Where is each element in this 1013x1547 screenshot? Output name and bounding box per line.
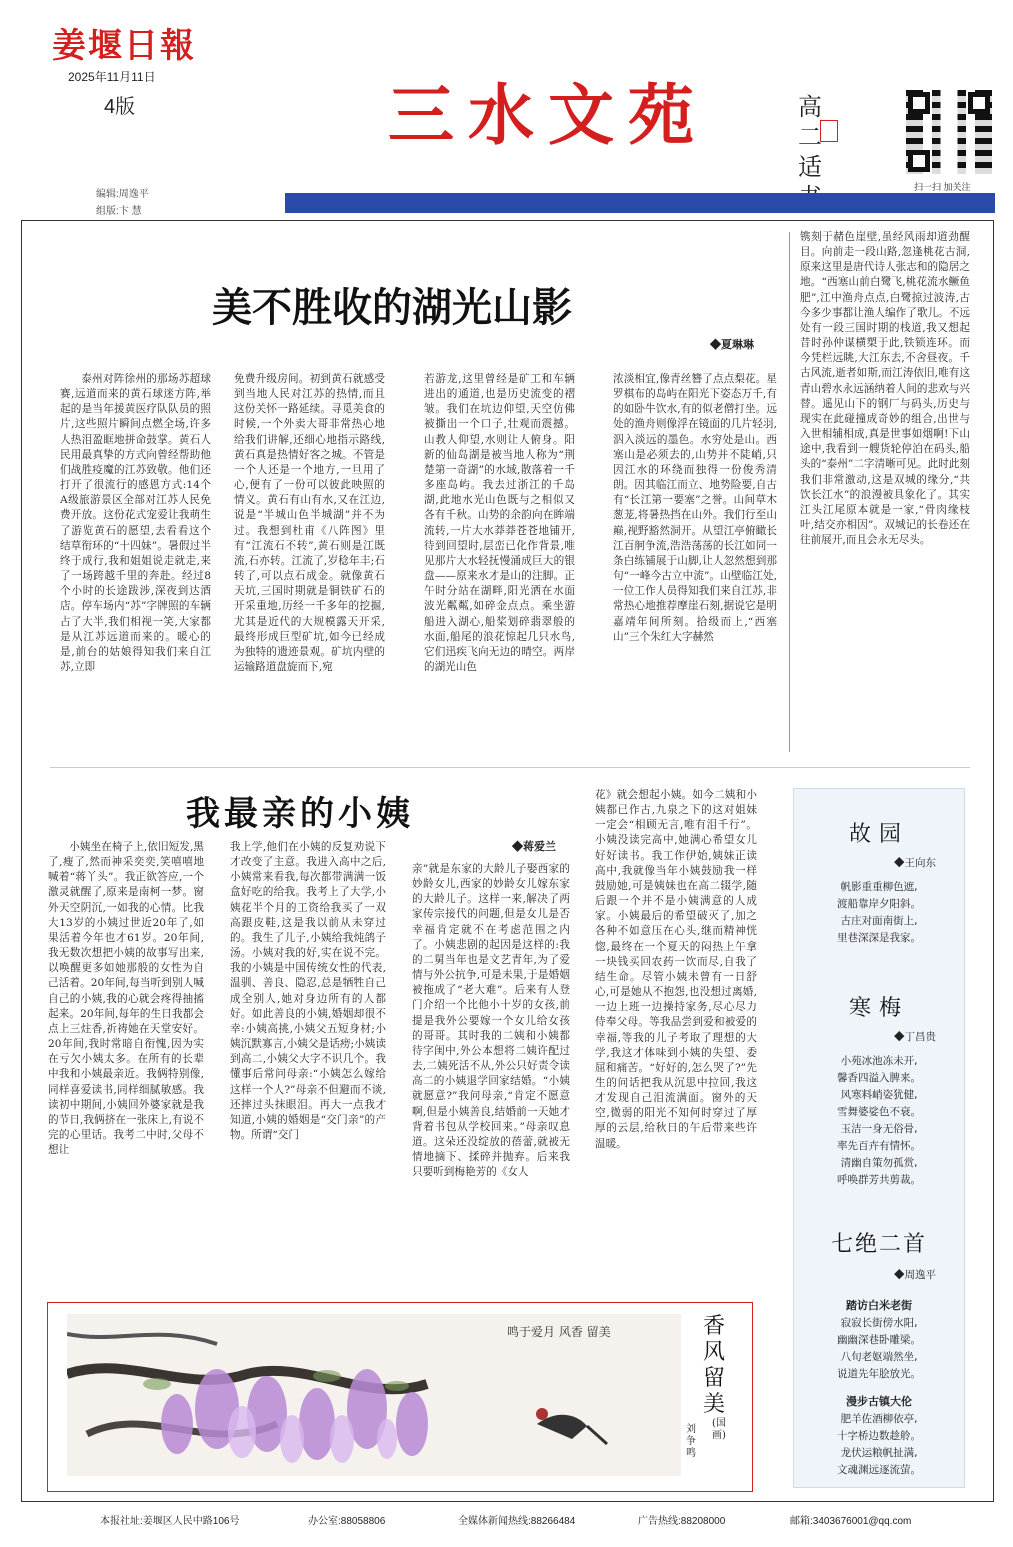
section-title: 三水文苑 — [388, 76, 708, 154]
poem1-line: 古庄对面南街上, — [840, 915, 918, 927]
article1-title[interactable]: 美不胜收的湖光山影 — [212, 285, 572, 331]
poem1-body — [794, 879, 964, 947]
wisteria-painting — [67, 1314, 681, 1476]
poem3-line: 八旬老妪端然坐, — [840, 1351, 918, 1363]
footer-address: 本报社址:姜堰区人民中路106号 — [100, 1516, 240, 1527]
poem3-line: 寂寂长街傍水阳, — [840, 1317, 918, 1329]
article2-column-2 — [230, 840, 386, 1270]
article2-byline: ◆蒋爱兰 — [512, 841, 556, 853]
poem1-line: 里巷深深是我家。 — [837, 932, 921, 944]
painting-author: 刘争鸣 — [686, 1424, 696, 1459]
calligraphy-signature: 高 二 适 — [798, 93, 822, 181]
header-bar — [285, 193, 995, 213]
poem2-line: 雪舞婆娑色不衰。 — [837, 1106, 921, 1118]
editor-credits — [96, 186, 149, 220]
poem3-subtitle-2: 漫步古镇大伦 — [846, 1395, 912, 1408]
article2-col3-text: 亲”就是东家的大龄儿子娶西家的妙龄女儿,西家的妙龄女儿嫁东家的大龄儿子。这样一来,解决了两家传宗接代的问题,但是女儿是否幸福肯定就不在考虑范围之内了。小姨悲剧的起因是这样的:我的二舅当年也是文艺青年,为了爱情与外公抗争,可是未果,于是婚姻被拖成了“老大难”。后来有人登门介绍一个比他小十岁的女孩,前提是我外公要嫁一个女儿给女孩的哥哥。其时我的二姨和小姨都待字闺中,外公本想将二姨许配过去,二姨死活不从,外公只好责令读高二的小姨退学回家结婚。“小姨就愿意?”我问母亲,“肯定不愿意啊,但是小姨善良,结婚前一天她才背着书包从学校回来。”母亲叹息道。这朵还没绽放的蓓蕾,就被无情地摘下、揉碎并抛弃。后来我只要听到梅艳芳的《女人 — [412, 863, 570, 1179]
article1-col5-text: 镌刻于赭色崖壁,虽经风雨却道劲醒目。向前走一段山路,忽逢桃花古洞,原来这里是唐代诗人张志和的隐居之地。“西塞山前白鹭飞,桃花流水鳜鱼肥”,江中渔舟点点,白鹭掠过波涛,古今多少事都让渔人编作了歌儿。不远处有一段三国时期的栈道,我又想起昔时孙仲谋横槊于此,铁锁连环。而今凭栏远眺,大江东去,不舍昼夜。千古风流,逝者如斯,而江涛依旧,唯有这青山碧水永远涵纳着人间的悲欢与兴替。遥见山下的钢厂与码头,历史与现实在此碰撞成奇妙的组合,出世与入世相辅相成,真是世事如烟啊!下山途中,我看到一艘货轮停泊在码头,船头的“泰州”二字清晰可见。此时此刻我们非常激动,这是双城的缘分,“共饮长江水”的浪漫被具象化了。其实江头江尾原本就是一家,“骨肉缘枝叶,结交亦相因”。双城记的长卷还在往前展开,而且会永无尽头。 — [800, 231, 970, 547]
article2-col2-text: 我上学,他们在小姨的反复劝说下才改变了主意。我进入高中之后,小姨常来看我,每次都带满满一饭盒好吃的给我。我考上了大学,小姨花半个月的工资给我买了一双高跟皮鞋,这是我以前从未穿过的。我生了儿子,小姨给我炖鸽子汤。小姨对我的好,实在说不完。我的小姨是中国传统女性的代表,温驯、善良、隐忍,总是牺牲自己成全别人,她对身边所有的人都好。如此善良的小姨,婚姻却很不幸:小姨高挑,小姨父五短身材;小姨沉默寡言,小姨父是话痨;小姨读到高二,小姨父大字不识几个。我懂事后常问母亲:“小姨怎么嫁给这样一个人?”母亲不但避而不谈,还摔过头抹眼泪。再大一点我才知道,小姨的婚姻是“交门亲”的产物。所谓“交门 — [230, 841, 386, 1141]
footer-office: 办公室:88058806 — [308, 1516, 386, 1527]
poem3-author: ◆周逸平 — [894, 1269, 936, 1281]
page-number: 4版 — [104, 96, 136, 118]
poem2-line: 呼唤群芳共剪裁。 — [837, 1174, 921, 1186]
qr-code[interactable] — [906, 90, 992, 174]
poetry-panel — [793, 788, 965, 1488]
article1-col4-text: 浓淡相宜,像青丝簪了点点梨花。星罗棋布的岛屿在阳光下姿态万千,有的如卧牛饮水,有的似老僧打坐。远处的渔舟则像浮在镜面的几片轻羽,泅入淡远的墨色。水穷处是山。西塞山是必须去的,山势并不陡峭,只因江水的环绕而独得一份俊秀清朗。因其临江而立、地势险要,自古有“长江第一要塞”之誉。山间草木葱茏,将暑热挡在山外。我们行至山巅,视野豁然洞开。从望江亭俯瞰长江百舸争流,浩浩荡荡的长江如同一条白练铺展于山脚,让人忽然想到那句“一峰今古立中流”。山壁临江处,一位工作人员得知我们来自江苏,非常热心地推荐摩崖石刻,据说它是明嘉靖年间所刻。拾级而上,“西塞山”三个朱红大字赫然 — [613, 373, 777, 643]
poem3-line: 肥羊佐酒柳依亭, — [840, 1413, 918, 1425]
article1-col2-text: 免费升级房间。初到黄石就感受到当地人民对江苏的热情,而且这份关怀一路延续。寻觅美食的时候,一个外卖大哥非常热心地给我们讲解,还细心地指示路线,黄石真是热情好客之城。不管是一个人还是一个地方,一旦用了心,便有了一份可以彼此映照的情义。黄石有山有水,又在江边,说是“半城山色半城湖”并不为过。我想到杜甫《八阵图》里有“江流石不转”,黄石则是江既流,石亦转。江流了,岁稔年丰;石转了,可以点石成金。就像黄石天坑,三国时期就是铜铁矿石的开采重地,历经一千多年的挖掘,尤其是近代的大规模露天开采,最终形成巨型矿坑,如今已经成为独特的遗迹景观。矿坑内壁的运输路道盘旋而下,宛 — [234, 373, 385, 673]
poem3-title[interactable]: 七绝二首 — [830, 1232, 927, 1257]
article1-column-2 — [234, 372, 385, 758]
article1-column-5 — [800, 230, 970, 758]
poem2-body — [794, 1053, 964, 1189]
article1-column-4 — [613, 372, 777, 758]
article1-col3-text: 若游龙,这里曾经是矿工和车辆进出的通道,也是历史流变的褶皱。我们在坑边仰望,天空仿佛被撕出一个口子,壮观而震撼。山教人仰望,水则让人俯身。阳新的仙岛湖是被当地人称为“荆楚第一奇湖”的水域,散落着一千多座岛屿。我去过浙江的千岛湖,此地水光山色既与之相似又各有千秋。山势的余韵向在眸端流转,一片大水莽莽苍苍地铺开,待到回望时,层峦已化作背景,唯见那片大水轻抚慢涌成巨大的银盘——原来水才是山的注脚。正午时分站在湖畔,阳光洒在水面波光粼粼,如碎金点点。乘坐游船进入湖心,船桨划碎翡翠般的水面,船尾的浪花惊起几只水鸟,它们迅疾飞向无边的晴空。两岸的湖光山色 — [424, 373, 575, 673]
poem3-line: 文魂渊远逐流萤。 — [837, 1464, 921, 1476]
editor-name: 编辑:周逸平 — [96, 189, 149, 200]
poem3-line: 说道先年脍放光。 — [837, 1368, 921, 1380]
column-divider — [789, 232, 790, 752]
poem1-author: ◆王向东 — [894, 857, 936, 869]
layout-name: 组版:卞 慧 — [96, 206, 142, 217]
footer-email[interactable]: 邮箱:3403676001@qq.com — [790, 1516, 912, 1527]
poem3-line: 幽幽深巷卧雕梁。 — [837, 1334, 921, 1346]
poem3-body-2 — [794, 1411, 964, 1479]
poem2-line: 率先百卉有情怀。 — [837, 1140, 921, 1152]
article2-column-4 — [595, 788, 757, 1270]
article1-column-3 — [424, 372, 575, 758]
article1-col1-text: 泰州对阵徐州的那场苏超球赛,远道而来的黄石球迷方阵,举起的是当年援黄医疗队队员的照片,这些照片瞬间点燃全场,许多人热泪盈眶地拼命鼓掌。黄石人民用最真挚的方式向曾经帮助他们战胜疫魔的江苏致敬。他们还打开了很流行的感恩方式:14个A级旅游景区全部对江苏人民免费开放。这份花式宠爱让我萌生了游览黄石的愿望,去看看这个结草衔环的“十四妹”。暑假过半终于成行,我和姐姐说走就走,来了一场跨越千里的奔赴。经过8个小时的长途跋涉,深夜到达酒店。停车场内“苏”字牌照的车辆占了大半,我们相视一笑,大家都是从江苏远道而来的。暖心的是,前台的姑娘得知我们来自江苏,立即 — [60, 373, 211, 673]
poem3-line: 龙伏运粮帆扯满, — [840, 1447, 918, 1459]
poem1-line: 渡船靠岸夕阳斜。 — [837, 898, 921, 910]
red-seal — [820, 120, 838, 142]
article2-col1-text: 小姨坐在椅子上,依旧短发,黑了,瘦了,然而神采奕奕,笑嘻嘻地喊着“蒋丫头”。我正欲答应,一个激灵就醒了,原来是南柯一梦。窗外天空阴沉,一如我的心情。比我大13岁的小姨过世近20年了,如果活着今年也才61岁。20年间,我无数次想把小姨的故事写出来,以唤醒更多如她那般的女性为自己活着。20年间,每当听到别人喊自己的小姨,我的心就会疼得抽搐起来。20年间,每年的生日我都会点上三炷香,祈祷她在天堂安好。20年间,我时常暗自衔愧,因为实在亏欠小姨太多。在所有的长辈中我和小姨最亲近。我俩特别像,同样喜爱读书,同样细腻敏感。我读初中期间,小姨回外婆家就是我的节日,我俩挤在一张床上,有说不完的心里话。我考二中时,父母不想让 — [48, 841, 204, 1157]
section-divider — [50, 767, 970, 768]
poem2-author: ◆丁昌贵 — [894, 1031, 936, 1043]
article1-byline: ◆夏琳琳 — [710, 339, 754, 351]
poem3-subtitle-1: 踏访白米老街 — [846, 1299, 912, 1312]
issue-date: 2025年11月11日 — [68, 70, 156, 84]
poem2-line: 小苑冰池冻未开, — [840, 1055, 918, 1067]
poem2-line: 馨香四溢入脾来。 — [837, 1072, 921, 1084]
article2-title[interactable]: 我最亲的小姨 — [186, 794, 414, 834]
poem2-line: 清幽自策勿孤赏, — [840, 1157, 918, 1169]
poem3-line: 十字桥边数趁舲。 — [837, 1430, 921, 1442]
poem1-title[interactable]: 故园 — [848, 822, 909, 847]
qr-caption: 扫一扫 加关注 — [914, 182, 971, 192]
footer-hotline: 全媒体新闻热线:88266484 — [458, 1516, 576, 1527]
article1-column-1 — [60, 372, 211, 758]
poem2-line: 风寒料峭姿犹健, — [840, 1089, 918, 1101]
painting-illustration — [67, 1314, 681, 1476]
poem3-body-1 — [794, 1315, 964, 1383]
painting-title[interactable]: 香风留美 — [702, 1314, 725, 1417]
newspaper-logo: 姜堰日報 — [52, 26, 196, 66]
article2-col4-text: 花》就会想起小姨。如今二姨和小姨都已作古,九泉之下的这对姐妹一定会“相顾无言,唯有泪千行”。小姨没读完高中,她满心希望女儿好好读书。我工作伊始,姨妹正读高中,我就像当年小姨鼓励我一样鼓励她,可是姨妹也在高二辍学,随后跟一个并不是小姨满意的人成家。小姨最后的希望破灭了,加之各种不如意压在心头,继而精神恍惚,最终在一个夏天的闷热上午拿一块钱买回农药一饮而尽,自我了结生命。尽管小姨未曾有一日舒心,可是她从不抱怨,也没想过离婚,一边上班一边操持家务,尽心尽力侍奉父母。等我品尝到爱和被爱的幸福,等我的儿子考取了理想的大学,我这才体味到小姨的失望、委屈和痛苦。“好好的,怎么哭了?”先生的问话把我从沉思中拉回,我这才发现自己泪流满面。窗外的天空,微弱的阳光不知何时穿过了厚厚的云层,给秋日的午后带来些许温暖。 — [595, 789, 757, 1150]
footer-ads: 广告热线:88208000 — [638, 1516, 726, 1527]
painting-subtitle: (国画) — [712, 1418, 726, 1441]
poem2-title[interactable]: 寒梅 — [848, 996, 909, 1021]
poem2-line: 玉洁一身无俗骨, — [840, 1123, 918, 1135]
article2-column-1 — [48, 840, 204, 1270]
poem1-line: 帆影重重柳色遮, — [840, 881, 918, 893]
article2-column-3 — [412, 862, 570, 1270]
painting-inscription: 鸣于爱月 风香 留美 — [507, 1325, 611, 1339]
